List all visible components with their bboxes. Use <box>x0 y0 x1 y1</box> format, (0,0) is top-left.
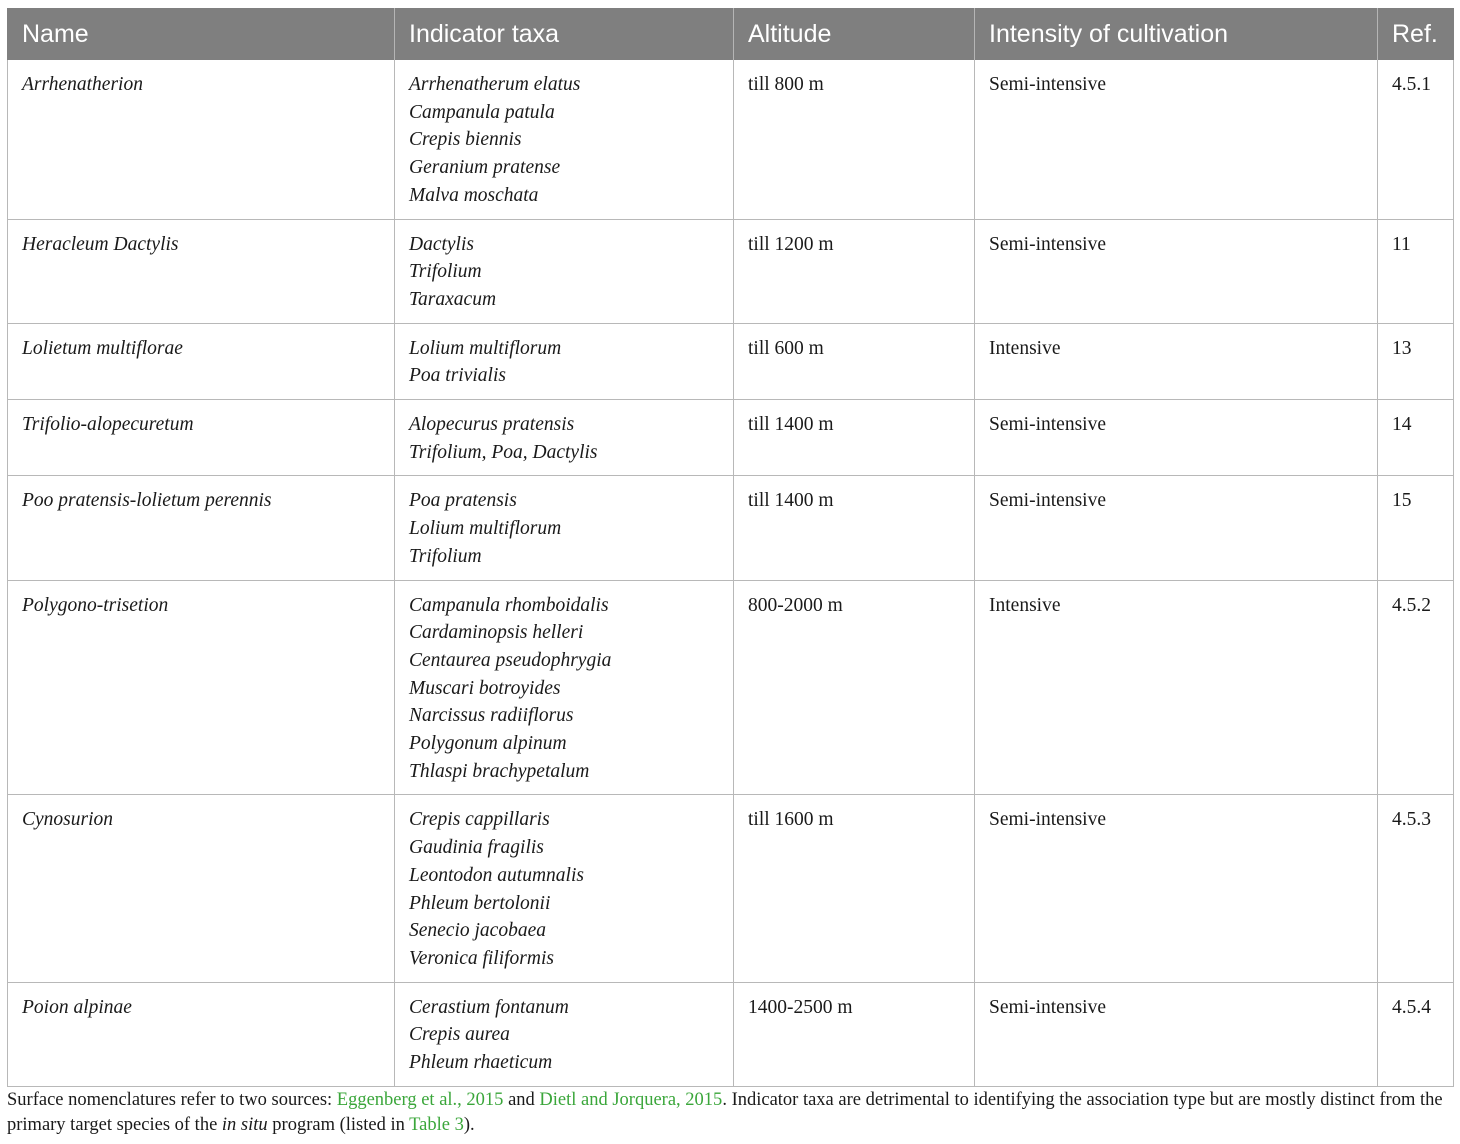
indicator-taxon: Veronica filiformis <box>409 947 554 969</box>
header-ref: Ref. <box>1378 8 1454 60</box>
table-row <box>8 795 1454 982</box>
table-body <box>8 60 1454 1086</box>
indicator-taxon: Crepis biennis <box>409 129 522 151</box>
indicator-taxon: Phleum bertolonii <box>409 892 551 914</box>
association-name: Poo pratensis-lolietum perennis <box>8 476 395 580</box>
indicator-taxon: Geranium pratense <box>409 157 561 179</box>
indicator-taxa-cell <box>395 219 734 323</box>
indicator-taxa-cell <box>395 400 734 476</box>
header-name: Name <box>8 8 395 60</box>
intensity-cell: Intensive <box>975 323 1378 399</box>
altitude-cell: till 800 m <box>734 60 975 219</box>
table-row <box>8 476 1454 580</box>
intensity-cell: Intensive <box>975 580 1378 795</box>
indicator-taxon: Taraxacum <box>409 288 497 310</box>
header-intensity: Intensity of cultivation <box>975 8 1378 60</box>
ref-cell: 4.5.1 <box>1378 60 1454 219</box>
vegetation-table <box>7 8 1454 1087</box>
indicator-taxon: Cardaminopsis helleri <box>409 622 584 644</box>
indicator-taxa-cell <box>395 476 734 580</box>
altitude-cell: till 1200 m <box>734 219 975 323</box>
ref-cell: 14 <box>1378 400 1454 476</box>
association-name: Poion alpinae <box>8 982 395 1086</box>
table-3-link[interactable]: Table 3 <box>409 1115 464 1135</box>
indicator-taxa-cell <box>395 580 734 795</box>
table-header-row <box>8 8 1454 60</box>
intensity-cell: Semi-intensive <box>975 400 1378 476</box>
footnote-text: ). <box>463 1115 475 1135</box>
indicator-taxon: Crepis aurea <box>409 1024 510 1046</box>
intensity-cell: Semi-intensive <box>975 795 1378 982</box>
ref-cell: 4.5.4 <box>1378 982 1454 1086</box>
altitude-cell: till 600 m <box>734 323 975 399</box>
ref-cell: 11 <box>1378 219 1454 323</box>
altitude-cell: till 1400 m <box>734 400 975 476</box>
indicator-taxon: Trifolium, Poa, Dactylis <box>409 441 598 463</box>
association-name: Arrhenatherion <box>8 60 395 219</box>
dietl-link[interactable]: Dietl and Jorquera, 2015 <box>539 1090 723 1110</box>
indicator-taxon: Lolium multiflorum <box>409 518 562 540</box>
table-container <box>7 8 1453 1087</box>
indicator-taxon: Phleum rhaeticum <box>409 1052 553 1074</box>
footnote-text: program (listed in <box>267 1115 410 1135</box>
footnote-italic: in situ <box>221 1115 268 1135</box>
association-name: Lolietum multiflorae <box>8 323 395 399</box>
altitude-cell: till 1400 m <box>734 476 975 580</box>
indicator-taxa-cell <box>395 323 734 399</box>
altitude-cell: 800-2000 m <box>734 580 975 795</box>
indicator-taxon: Lolium multiflorum <box>409 337 562 359</box>
indicator-taxon: Arrhenatherum elatus <box>409 74 581 95</box>
indicator-taxon: Centaurea pseudophrygia <box>409 649 612 671</box>
intensity-cell: Semi-intensive <box>975 476 1378 580</box>
indicator-taxon: Campanula patula <box>409 101 555 123</box>
association-name: Heracleum Dactylis <box>8 219 395 323</box>
indicator-taxon: Trifolium <box>409 261 482 283</box>
association-name: Polygono-trisetion <box>8 580 395 795</box>
indicator-taxon: Leontodon autumnalis <box>409 864 584 886</box>
indicator-taxon: Crepis cappillaris <box>409 809 550 831</box>
indicator-taxa-cell <box>395 982 734 1086</box>
indicator-taxon: Dactylis <box>409 233 474 255</box>
indicator-taxon: Poa pratensis <box>409 490 517 512</box>
indicator-taxon: Senecio jacobaea <box>409 920 546 942</box>
footnote-text: . Indicator taxa are detrimental to identifying the association type but are mostly distinct from the primary target species of the <box>7 1090 1443 1135</box>
ref-cell: 15 <box>1378 476 1454 580</box>
ref-cell: 4.5.2 <box>1378 580 1454 795</box>
association-name: Cynosurion <box>8 795 395 982</box>
table-row <box>8 60 1454 219</box>
ref-cell: 13 <box>1378 323 1454 399</box>
indicator-taxa-cell <box>395 60 734 219</box>
header-altitude: Altitude <box>734 8 975 60</box>
footnote-text: Surface nomenclatures refer to two sources: <box>7 1090 337 1110</box>
header-indicator-taxa: Indicator taxa <box>395 8 734 60</box>
intensity-cell: Semi-intensive <box>975 60 1378 219</box>
indicator-taxon: Poa trivialis <box>409 365 506 387</box>
indicator-taxon: Polygonum alpinum <box>409 733 567 755</box>
table-row <box>8 982 1454 1086</box>
indicator-taxa-cell <box>395 795 734 982</box>
indicator-taxon: Narcissus radiiflorus <box>409 705 574 727</box>
table-row <box>8 219 1454 323</box>
altitude-cell: till 1600 m <box>734 795 975 982</box>
table-footnote <box>7 1088 1457 1138</box>
indicator-taxon: Thlaspi brachypetalum <box>409 760 590 782</box>
indicator-taxon: Campanula rhomboidalis <box>409 594 609 616</box>
association-name: Trifolio-alopecuretum <box>8 400 395 476</box>
table-row <box>8 400 1454 476</box>
indicator-taxon: Muscari botroyides <box>409 677 561 699</box>
intensity-cell: Semi-intensive <box>975 219 1378 323</box>
eggenberg-link[interactable]: Eggenberg et al., 2015 <box>336 1090 504 1110</box>
intensity-cell: Semi-intensive <box>975 982 1378 1086</box>
indicator-taxon: Alopecurus pratensis <box>409 414 575 436</box>
table-row <box>8 323 1454 399</box>
indicator-taxon: Gaudinia fragilis <box>409 837 544 859</box>
footnote-text: and <box>503 1090 540 1110</box>
indicator-taxon: Trifolium <box>409 545 482 567</box>
altitude-cell: 1400-2500 m <box>734 982 975 1086</box>
ref-cell: 4.5.3 <box>1378 795 1454 982</box>
indicator-taxon: Malva moschata <box>409 184 539 206</box>
indicator-taxon: Cerastium fontanum <box>409 996 569 1018</box>
table-row <box>8 580 1454 795</box>
